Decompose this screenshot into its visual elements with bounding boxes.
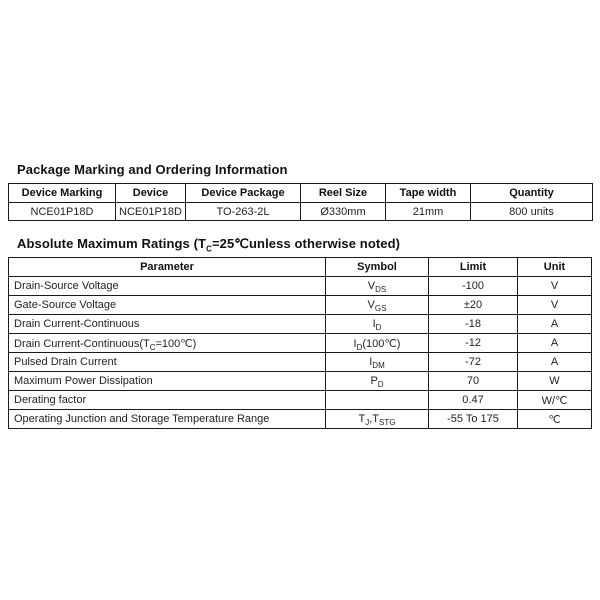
package-marking-ordering-table (8, 183, 593, 221)
table-row (9, 277, 592, 296)
table-cell: $V_{DS}$ (326, 277, 429, 296)
table-cell: W (518, 372, 592, 391)
header-cell: Limit (429, 258, 518, 277)
header-cell: Symbol (326, 258, 429, 277)
table-cell: Drain-Source Voltage (9, 277, 326, 296)
table-cell: 21mm (386, 203, 471, 221)
table-header-row (9, 258, 592, 277)
table-cell: Drain Current-$Continuous(T_C=100℃)$ (9, 334, 326, 353)
table-row (9, 203, 593, 221)
table-row (9, 353, 592, 372)
table-row (9, 296, 592, 315)
table-cell: -12 (429, 334, 518, 353)
table-row (9, 315, 592, 334)
table-cell: -18 (429, 315, 518, 334)
table-cell: A (518, 315, 592, 334)
table-cell: $I_D$ (326, 315, 429, 334)
table-cell: $I_{DM}$ (326, 353, 429, 372)
table-row (9, 410, 592, 429)
header-cell: Tape width (386, 184, 471, 203)
table-cell: Maximum Power Dissipation (9, 372, 326, 391)
table-cell: ±20 (429, 296, 518, 315)
table-row (9, 372, 592, 391)
absolute-maximum-ratings-table (8, 257, 592, 429)
table-cell: Gate-Source Voltage (9, 296, 326, 315)
table-cell: V (518, 296, 592, 315)
table-cell: $P_D$ (326, 372, 429, 391)
table-cell: -100 (429, 277, 518, 296)
table-cell: 0.47 (429, 391, 518, 410)
table-cell: Operating Junction and Storage Temperature Range (9, 410, 326, 429)
table-cell: TO-263-2L (186, 203, 301, 221)
table-header-row (9, 184, 593, 203)
table-cell: -55 To 175 (429, 410, 518, 429)
table-cell: $T_J,T_{STG}$ (326, 410, 429, 429)
section-title-package-marking: Package Marking and Ordering Information (17, 162, 288, 177)
table-cell: ℃ (518, 410, 592, 429)
table-cell: Pulsed Drain Current (9, 353, 326, 372)
table-cell: Ø330mm (301, 203, 386, 221)
table-cell: NCE01P18D (116, 203, 186, 221)
table-cell: -72 (429, 353, 518, 372)
header-cell: Device Marking (9, 184, 116, 203)
table-cell: $I_D(100℃)$ (326, 334, 429, 353)
table-cell: A (518, 334, 592, 353)
table-cell: Derating factor (9, 391, 326, 410)
table-cell: Drain Current-Continuous (9, 315, 326, 334)
table-cell: W/℃ (518, 391, 592, 410)
header-cell: Device Package (186, 184, 301, 203)
header-cell: Device (116, 184, 186, 203)
table-cell: $V_{GS}$ (326, 296, 429, 315)
header-cell: Quantity (471, 184, 593, 203)
table-row (9, 391, 592, 410)
header-cell: Unit (518, 258, 592, 277)
section-title-absolute-maximum-ratings: Absolute Maximum Ratings ($T_C=25℃unless$ otherwise noted) (17, 236, 401, 254)
table-cell: A (518, 353, 592, 372)
header-cell: Parameter (9, 258, 326, 277)
table-cell: V (518, 277, 592, 296)
header-cell: Reel Size (301, 184, 386, 203)
table-cell: NCE01P18D (9, 203, 116, 221)
table-cell: 800 units (471, 203, 593, 221)
table-cell (326, 391, 429, 410)
table-cell: 70 (429, 372, 518, 391)
table-row (9, 334, 592, 353)
